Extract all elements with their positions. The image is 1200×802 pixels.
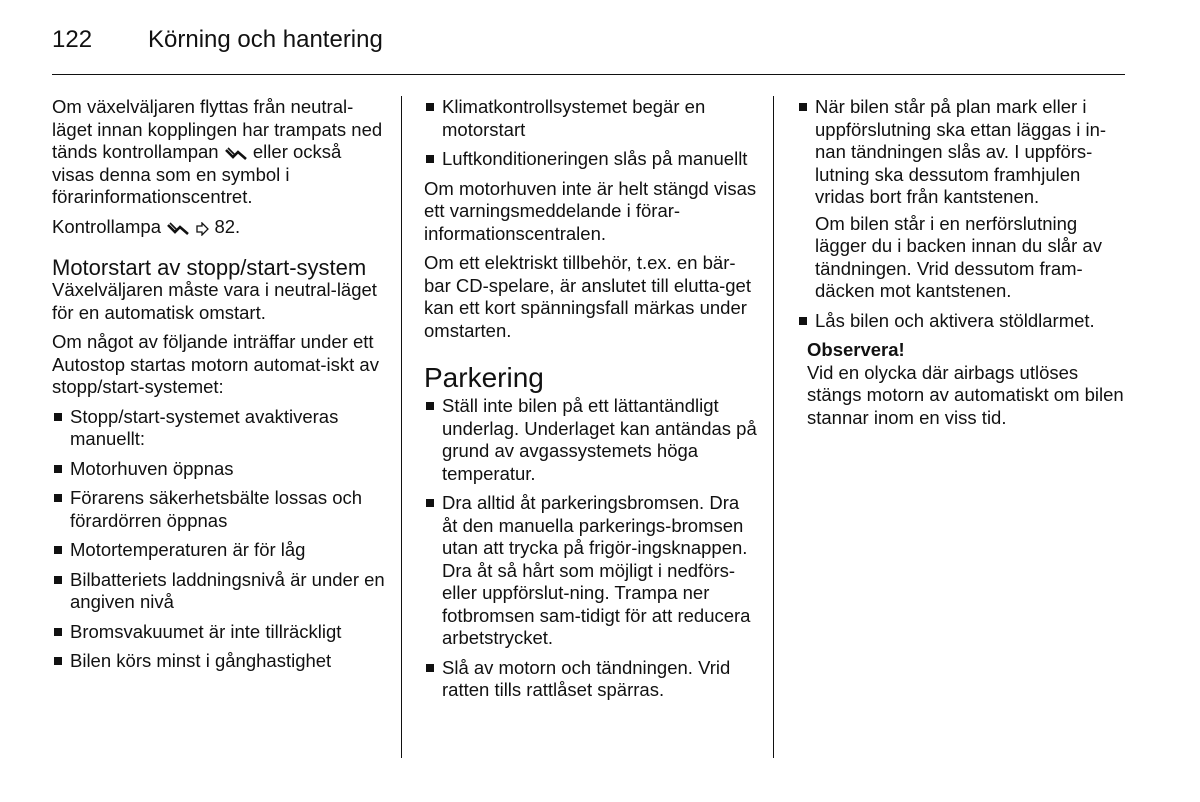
paragraph: Om något av följande inträffar under ett Autostop startas motorn automat-iskt av stopp/start-systemet: (52, 331, 379, 397)
list-item: Slå av motorn och tändningen. Vrid ratten tills rattlåset spärras. (424, 657, 759, 702)
list-item: Klimatkontrollsystemet begär en motorstart (424, 96, 759, 141)
restart-conditions-list-continued (424, 96, 759, 171)
parking-list-continued (797, 96, 1127, 332)
section-title: Körning och hantering (148, 26, 383, 53)
list-item-continuation: Om bilen står i en nerförslutning lägger du i backen innan du slår av tändningen. Vrid dessutom fram-däcken mot kantstenen. (815, 212, 1102, 301)
list-item: Bromsvakuumet är inte tillräckligt (52, 621, 387, 644)
paragraph: Växelväljaren måste vara i neutral-läget för en automatisk omstart. (52, 279, 377, 323)
bullet-icon (54, 494, 62, 502)
bullet-icon (54, 465, 62, 473)
list-item: Dra alltid åt parkeringsbromsen. Dra åt den manuella parkerings-bromsen utan att trycka på frigör-ingsknappen. Dra åt så hårt som möjligt i nedförs- eller uppförslut-ning. Trampa ner fotbromsen sam-tidigt för att reducera arbetstrycket. (424, 492, 759, 650)
autostop-indicator-icon (166, 222, 190, 236)
list-item: Bilen körs minst i gånghastighet (52, 650, 387, 673)
bullet-icon (799, 317, 807, 325)
bullet-icon (54, 657, 62, 665)
autostop-indicator-icon (224, 147, 248, 161)
bullet-icon (426, 664, 434, 672)
restart-conditions-list (52, 406, 387, 673)
column-3 (797, 96, 1127, 429)
bullet-icon (426, 499, 434, 507)
bullet-icon (54, 576, 62, 584)
bullet-icon (426, 402, 434, 410)
bullet-icon (54, 546, 62, 554)
paragraph: Om ett elektriskt tillbehör, t.ex. en bär-bar CD-spelare, är anslutet till elutta-get kan ett kort spänningsfall märkas under omstarten. (424, 252, 751, 341)
note-title: Observera! (807, 339, 905, 360)
bullet-icon (54, 628, 62, 636)
bullet-icon (426, 103, 434, 111)
list-item: Stopp/start-systemet avaktiveras manuellt: (52, 406, 387, 451)
list-item: Motorhuven öppnas (52, 458, 387, 481)
list-item: Luftkonditioneringen slås på manuellt (424, 148, 759, 171)
header-rule (52, 74, 1125, 75)
list-item: Lås bilen och aktivera stöldlarmet. (797, 310, 1127, 333)
section-heading-parking: Parkering (424, 362, 544, 393)
control-lamp-reference: Kontrollampa 82. (52, 215, 241, 237)
page-reference-arrow-icon (195, 222, 209, 236)
column-2 (424, 96, 759, 709)
list-item: När bilen står på plan mark eller i uppförslutning ska ettan läggas i in-nan tändningen slås av. I uppförs-lutning ska dessutom framhjulen vridas bort från kantstenen. Om bilen står i en nerförslutning lägger du i backen innan du slår av tändningen. Vrid dessutom fram-däcken mot kantstenen. (797, 96, 1127, 303)
page-header (52, 24, 383, 56)
list-item: Bilbatteriets laddningsnivå är under en angiven nivå (52, 569, 387, 614)
parking-list (424, 395, 759, 702)
column-divider-1 (401, 96, 402, 758)
bullet-icon (426, 155, 434, 163)
list-item: Förarens säkerhetsbälte lossas och förardörren öppnas (52, 487, 387, 532)
column-divider-2 (773, 96, 774, 758)
list-item: Ställ inte bilen på ett lättantändligt underlag. Underlaget kan antändas på grund av avgassystemets höga temperatur. (424, 395, 759, 485)
note-body: Vid en olycka där airbags utlöses stängs motorn av automatiskt om bilen stannar inom en viss tid. (807, 361, 1124, 428)
paragraph: Om motorhuven inte är helt stängd visas ett varningsmeddelande i förar-informationscentralen. (424, 177, 757, 244)
list-item: Motortemperaturen är för låg (52, 539, 387, 562)
section-heading-stop-start: Motorstart av stopp/start-system (52, 255, 367, 280)
intro-paragraph: Om växelväljaren flyttas från neutral-läget innan kopplingen har trampats ned tänds kontrollampan eller också visas denna som en symbol i förarinformationscentret. (52, 96, 383, 207)
column-1 (52, 96, 387, 680)
page-number: 122 (52, 26, 93, 53)
bullet-icon (54, 413, 62, 421)
bullet-icon (799, 103, 807, 111)
